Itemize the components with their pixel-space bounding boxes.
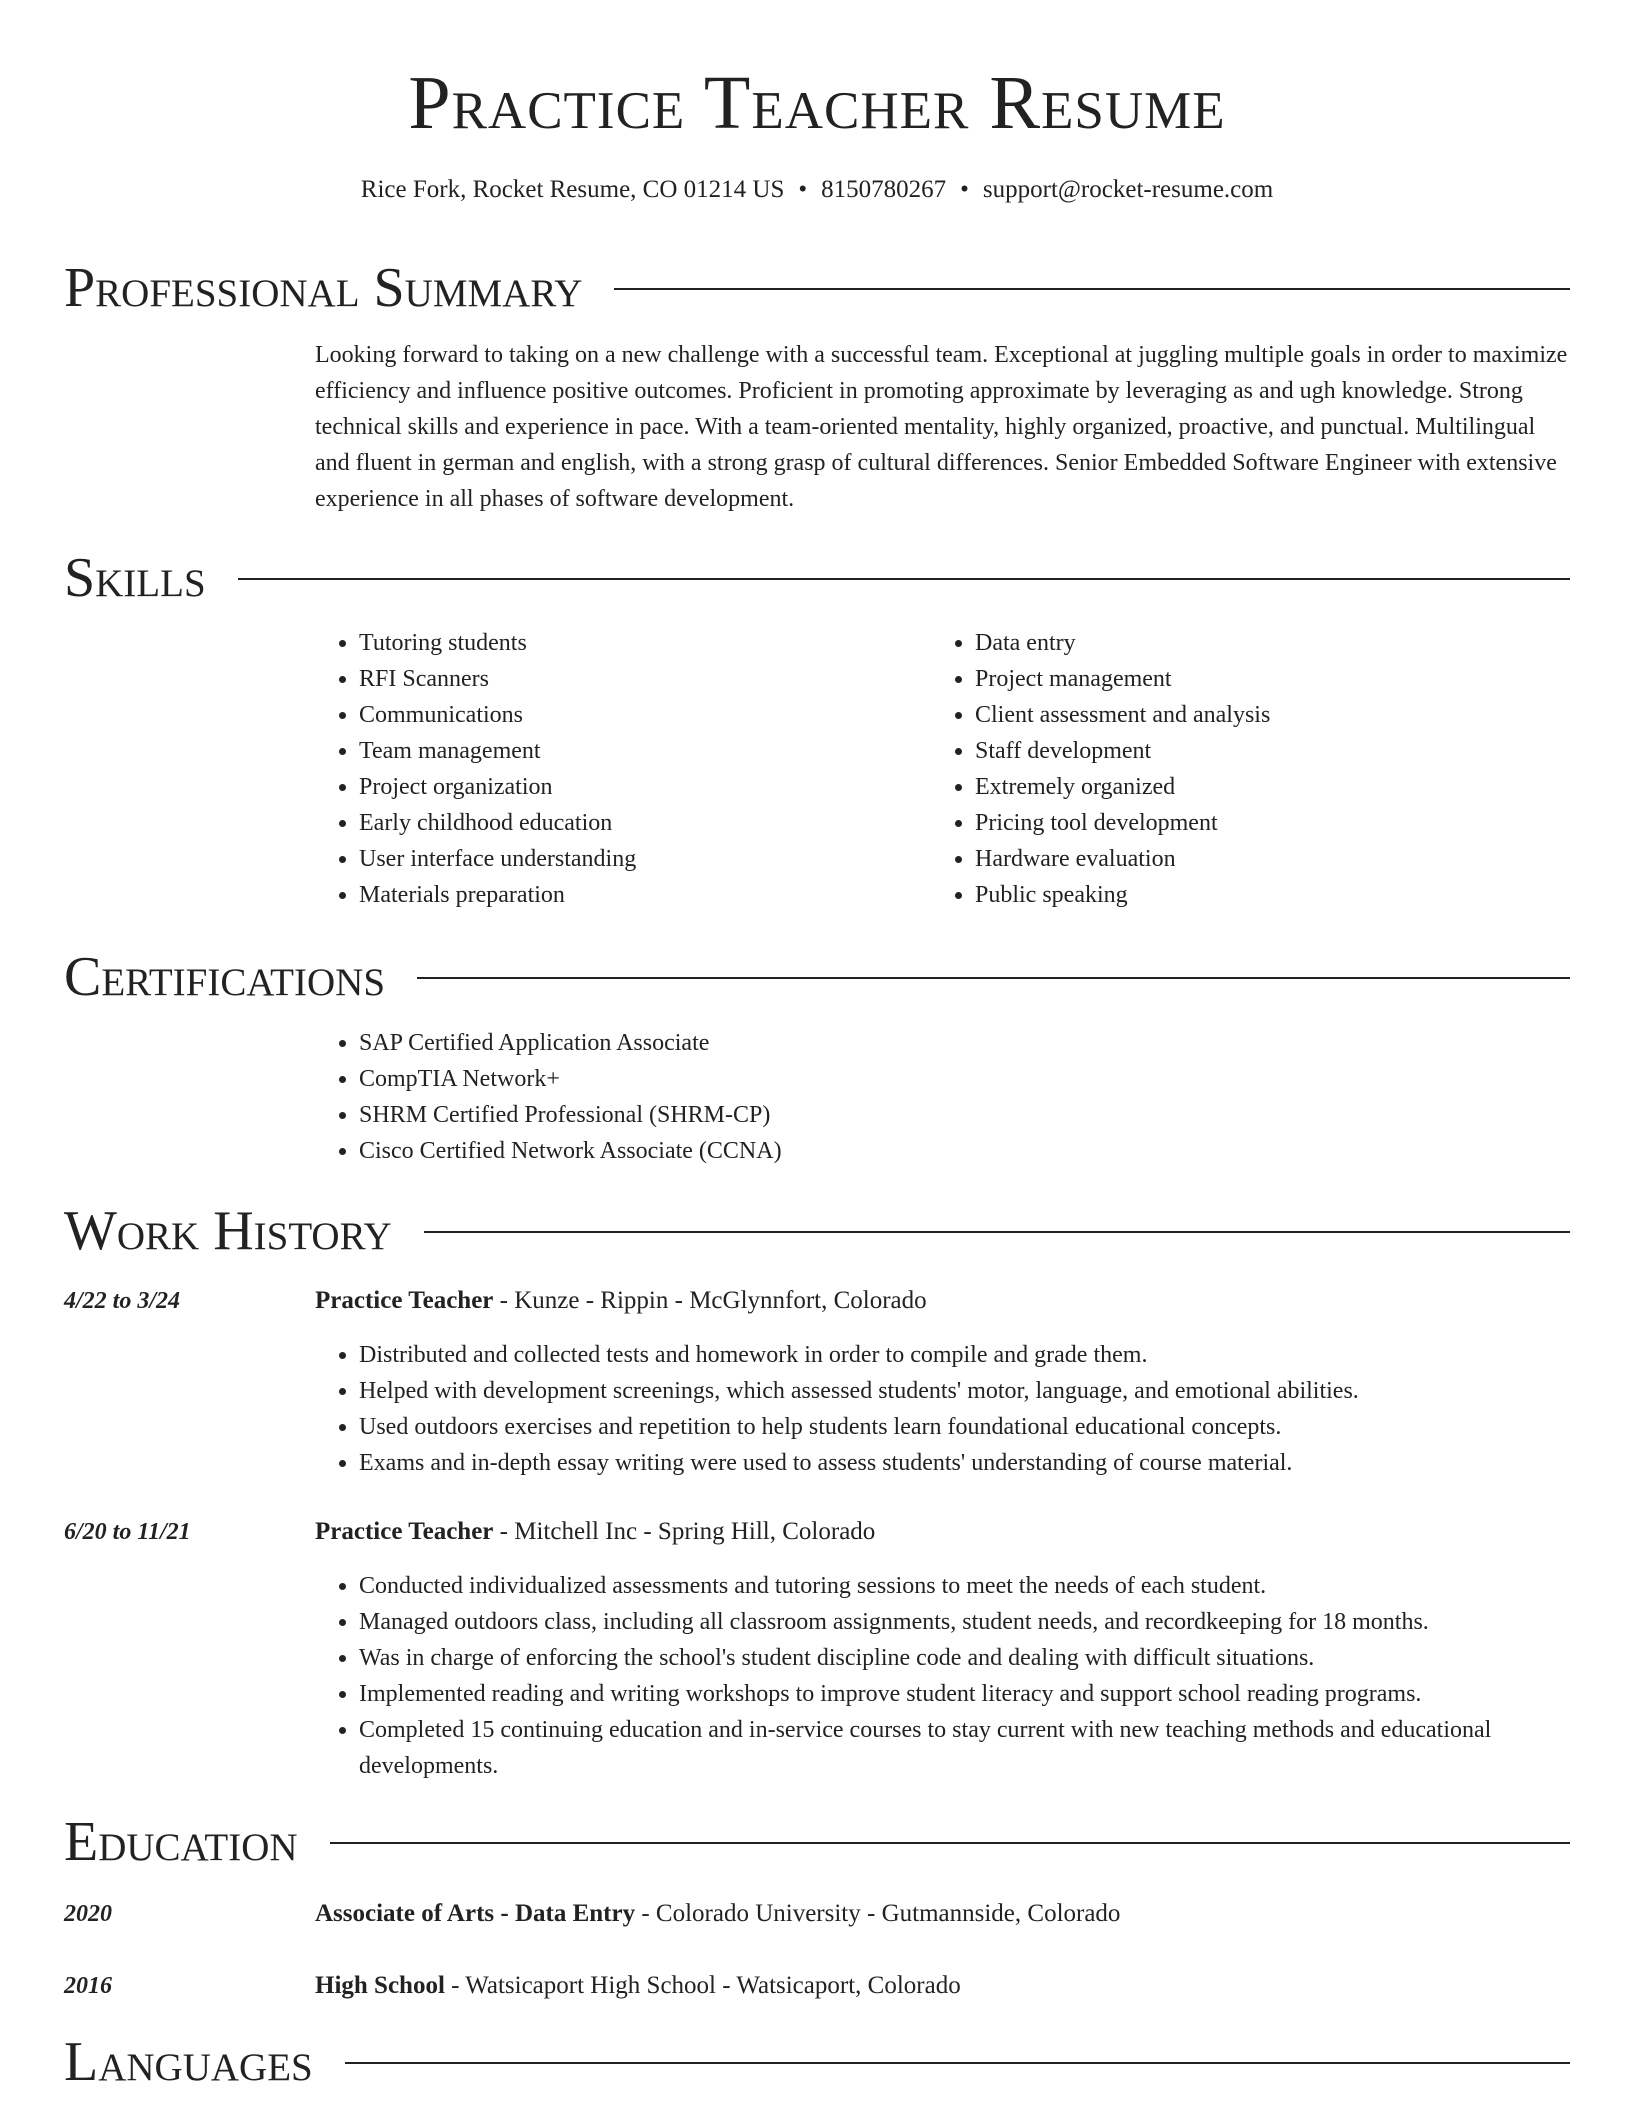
section-title: Languages — [64, 2031, 313, 2093]
education-degree: High School — [315, 1972, 445, 1999]
job-role: Practice Teacher — [315, 1287, 494, 1314]
education-entry — [315, 1968, 1570, 2004]
section-divider — [424, 1231, 1570, 1233]
job-bullet: • Was in charge of enforcing the school's student discipline code and dealing with difficult situations. — [359, 1640, 1570, 1676]
skill-item: • Early childhood education — [359, 805, 915, 841]
skills-column-right — [931, 625, 1531, 913]
job-bullet: • Implemented reading and writing workshops to improve student literacy and support school reading programs. — [359, 1676, 1570, 1712]
job-dates: 6/20 to 11/21 — [64, 1519, 191, 1545]
section-header-languages — [64, 2030, 1570, 2094]
education-details: - Watsicaport High School - Watsicaport, Colorado — [444, 1972, 961, 1999]
summary-text: Looking forward to taking on a new challenge with a successful team. Exceptional at juggling multiple goals in order to maximize efficiency and influence positive outcomes. Proficient in promoting approximate by leveraging as and ugh knowledge. Strong technical skills and experience in pace. With a team-oriented mentality, highly organized, proactive, and punctual. Multilingual and fluent in german and english, with a strong grasp of cultural differences. Senior Embedded Software Engineer with extensive experience in all phases of software development. — [315, 342, 1568, 512]
education-year: 2020 — [64, 1901, 112, 1927]
skills-list — [931, 625, 1531, 913]
skill-item: • User interface understanding — [359, 841, 915, 877]
job-bullet: • Exams and in-depth essay writing were used to assess students' understanding of course material. — [359, 1445, 1570, 1481]
section-divider — [238, 578, 1570, 580]
skill-item: • Materials preparation — [359, 877, 915, 913]
job-details: - Kunze - Rippin - McGlynnfort, Colorado — [493, 1287, 927, 1314]
certification-item: • Cisco Certified Network Associate (CCNA) — [359, 1133, 1570, 1169]
section-title: Work History — [64, 1200, 392, 1262]
certification-item: • SAP Certified Application Associate — [359, 1025, 1570, 1061]
job-bullet: • Completed 15 continuing education and in-service courses to stay current with new teaching methods and educational developments. — [359, 1712, 1570, 1784]
skill-item: • Project organization — [359, 769, 915, 805]
contact-line — [64, 172, 1570, 208]
skill-item: • Staff development — [975, 733, 1531, 769]
section-title: Certifications — [64, 946, 386, 1008]
skills-list — [315, 625, 915, 913]
contact-email: support@rocket-resume.com — [982, 176, 1274, 203]
job-bullet: • Used outdoors exercises and repetition to help students learn foundational educational concepts. — [359, 1409, 1570, 1445]
contact-separator: • — [960, 176, 969, 203]
section-header-summary — [64, 256, 1570, 320]
contact-separator: • — [798, 176, 808, 203]
certifications-list — [315, 1025, 1570, 1169]
education-details: - Colorado University - Gutmannside, Colorado — [635, 1900, 1121, 1927]
education-year: 2016 — [64, 1973, 112, 1999]
skill-item: • RFI Scanners — [359, 661, 915, 697]
certifications-block — [315, 1025, 1570, 1169]
resume-title: Practice Teacher Resume — [408, 61, 1226, 145]
skill-item: • Tutoring students — [359, 625, 915, 661]
job-responsibilities — [315, 1337, 1570, 1481]
skill-item: • Team management — [359, 733, 915, 769]
skill-item: • Client assessment and analysis — [975, 697, 1531, 733]
contact-phone: 8150780267 — [821, 176, 947, 203]
section-header-education — [64, 1810, 1570, 1874]
section-title: Skills — [64, 547, 206, 609]
job-bullet: • Helped with development screenings, which assessed students' motor, language, and emotional abilities. — [359, 1373, 1570, 1409]
certification-item: • SHRM Certified Professional (SHRM-CP) — [359, 1097, 1570, 1133]
skills-column-left — [315, 625, 915, 913]
section-header-skills — [64, 546, 1570, 610]
job-bullet: • Managed outdoors class, including all classroom assignments, student needs, and recordkeeping for 18 months. — [359, 1604, 1570, 1640]
job-dates: 4/22 to 3/24 — [64, 1288, 181, 1314]
section-divider — [417, 977, 1570, 979]
education-entry — [315, 1896, 1570, 1932]
certification-item: • CompTIA Network+ — [359, 1061, 1570, 1097]
skill-item: • Data entry — [975, 625, 1531, 661]
education-degree: Associate of Arts - Data Entry — [315, 1900, 636, 1927]
skill-item: • Communications — [359, 697, 915, 733]
section-divider — [345, 2062, 1570, 2064]
skill-item: • Project management — [975, 661, 1531, 697]
resume-page — [64, 0, 1570, 2112]
job-role: Practice Teacher — [315, 1518, 494, 1545]
contact-address: Rice Fork, Rocket Resume, CO 01214 US — [360, 176, 785, 203]
section-header-certifications — [64, 945, 1570, 1009]
section-title: Education — [64, 1811, 298, 1873]
job-title — [315, 1283, 1570, 1319]
section-divider — [614, 288, 1570, 290]
skill-item: • Pricing tool development — [975, 805, 1531, 841]
job-bullet: • Distributed and collected tests and homework in order to compile and grade them. — [359, 1337, 1570, 1373]
section-divider — [330, 1842, 1570, 1844]
job-bullet: • Conducted individualized assessments and tutoring sessions to meet the needs of each student. — [359, 1568, 1570, 1604]
job-bullet-list — [315, 1568, 1570, 1784]
section-header-work-history — [64, 1199, 1570, 1263]
section-title: Professional Summary — [64, 257, 583, 319]
job-details: - Mitchell Inc - Spring Hill, Colorado — [493, 1518, 876, 1545]
skill-item: • Hardware evaluation — [975, 841, 1531, 877]
skill-item: • Public speaking — [975, 877, 1531, 913]
job-bullet-list — [315, 1337, 1570, 1481]
job-responsibilities — [315, 1568, 1570, 1784]
job-title — [315, 1514, 1570, 1550]
skill-item: • Extremely organized — [975, 769, 1531, 805]
